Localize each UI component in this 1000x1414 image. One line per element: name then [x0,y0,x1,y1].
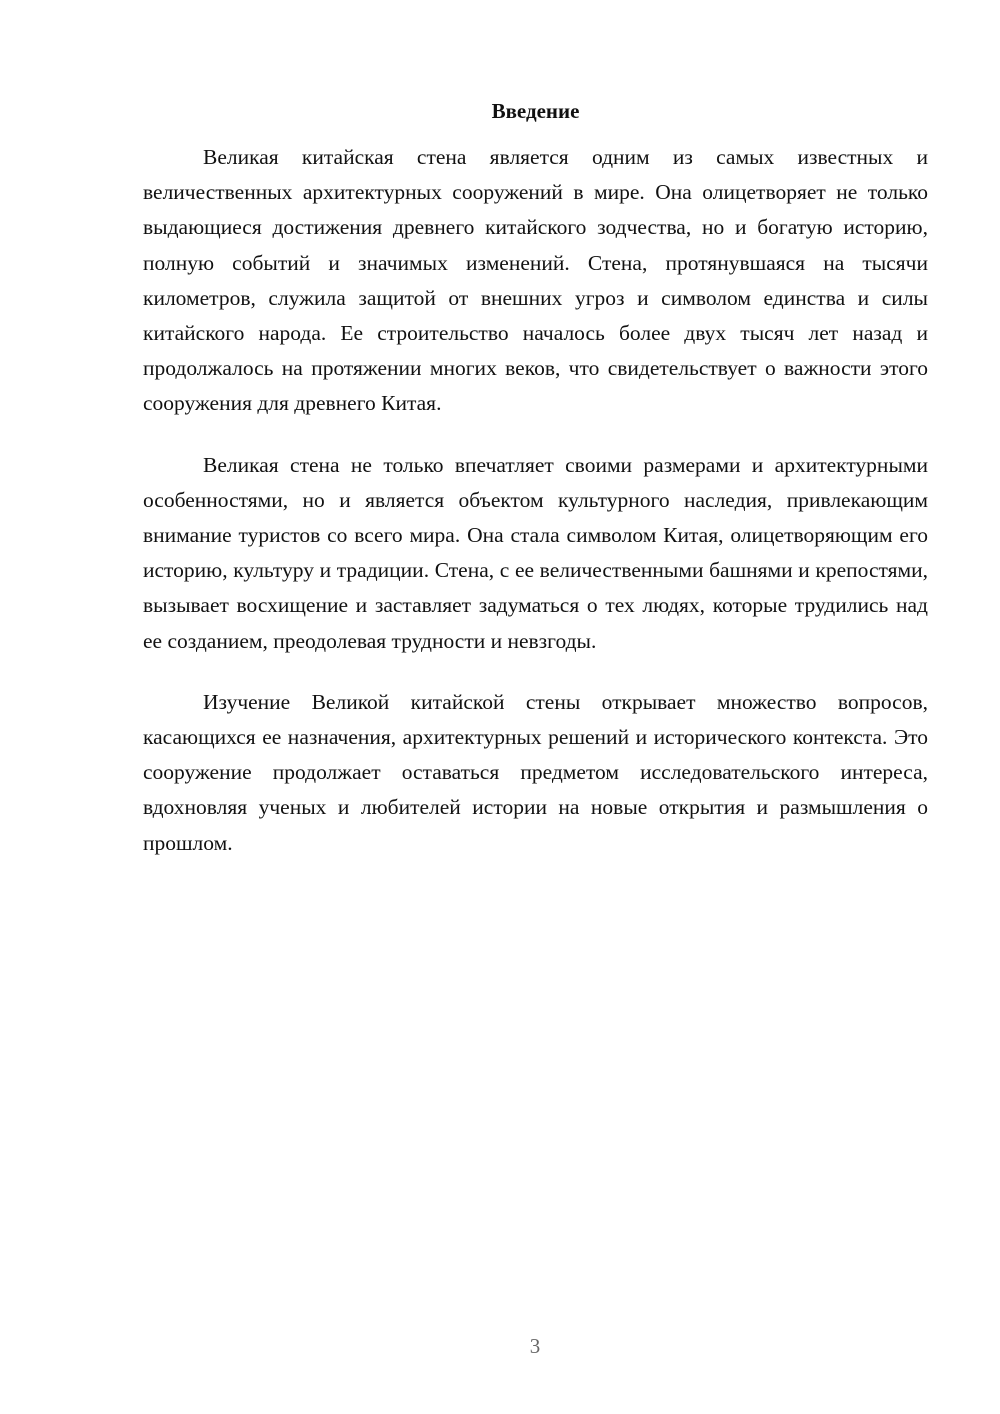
section-heading: Введение [491,99,580,123]
paragraph-1: Великая китайская стена является одним из самых известных и величественных архитектурных сооружений в мире. Она олицетворяет не только выдающиеся достижения древнего китайского зодчества, но и богатую историю, полную событий и значимых изменений. Стена, протянувшаяся на тысячи километров, служила защитой от внешних угроз и символом единства и силы китайского народа. Ее строительство началось более двух тысяч лет назад и продолжалось на протяжении многих веков, что свидетельствует о важности этого сооружения для древнего Китая. [143,145,928,416]
page-content [143,96,928,887]
page-number: 3 [529,1334,541,1358]
paragraph-3: Изучение Великой китайской стены открывает множество вопросов, касающихся ее назначения, архитектурных решений и исторического контекста. Это сооружение продолжает оставаться предметом исследовательского интереса, вдохновляя ученых и любителей истории на новые открытия и размышления о прошлом. [143,689,928,855]
paragraph-2: Великая стена не только впечатляет своими размерами и архитектурными особенностями, но и является объектом культурного наследия, привлекающим внимание туристов со всего мира. Она стала символом Китая, олицетворяющим его историю, культуру и традиции. Стена, с ее величественными башнями и крепостями, вызывает восхищение и заставляет задуматься о тех людях, которые трудились над ее созданием, преодолевая трудности и невзгоды. [143,452,928,653]
